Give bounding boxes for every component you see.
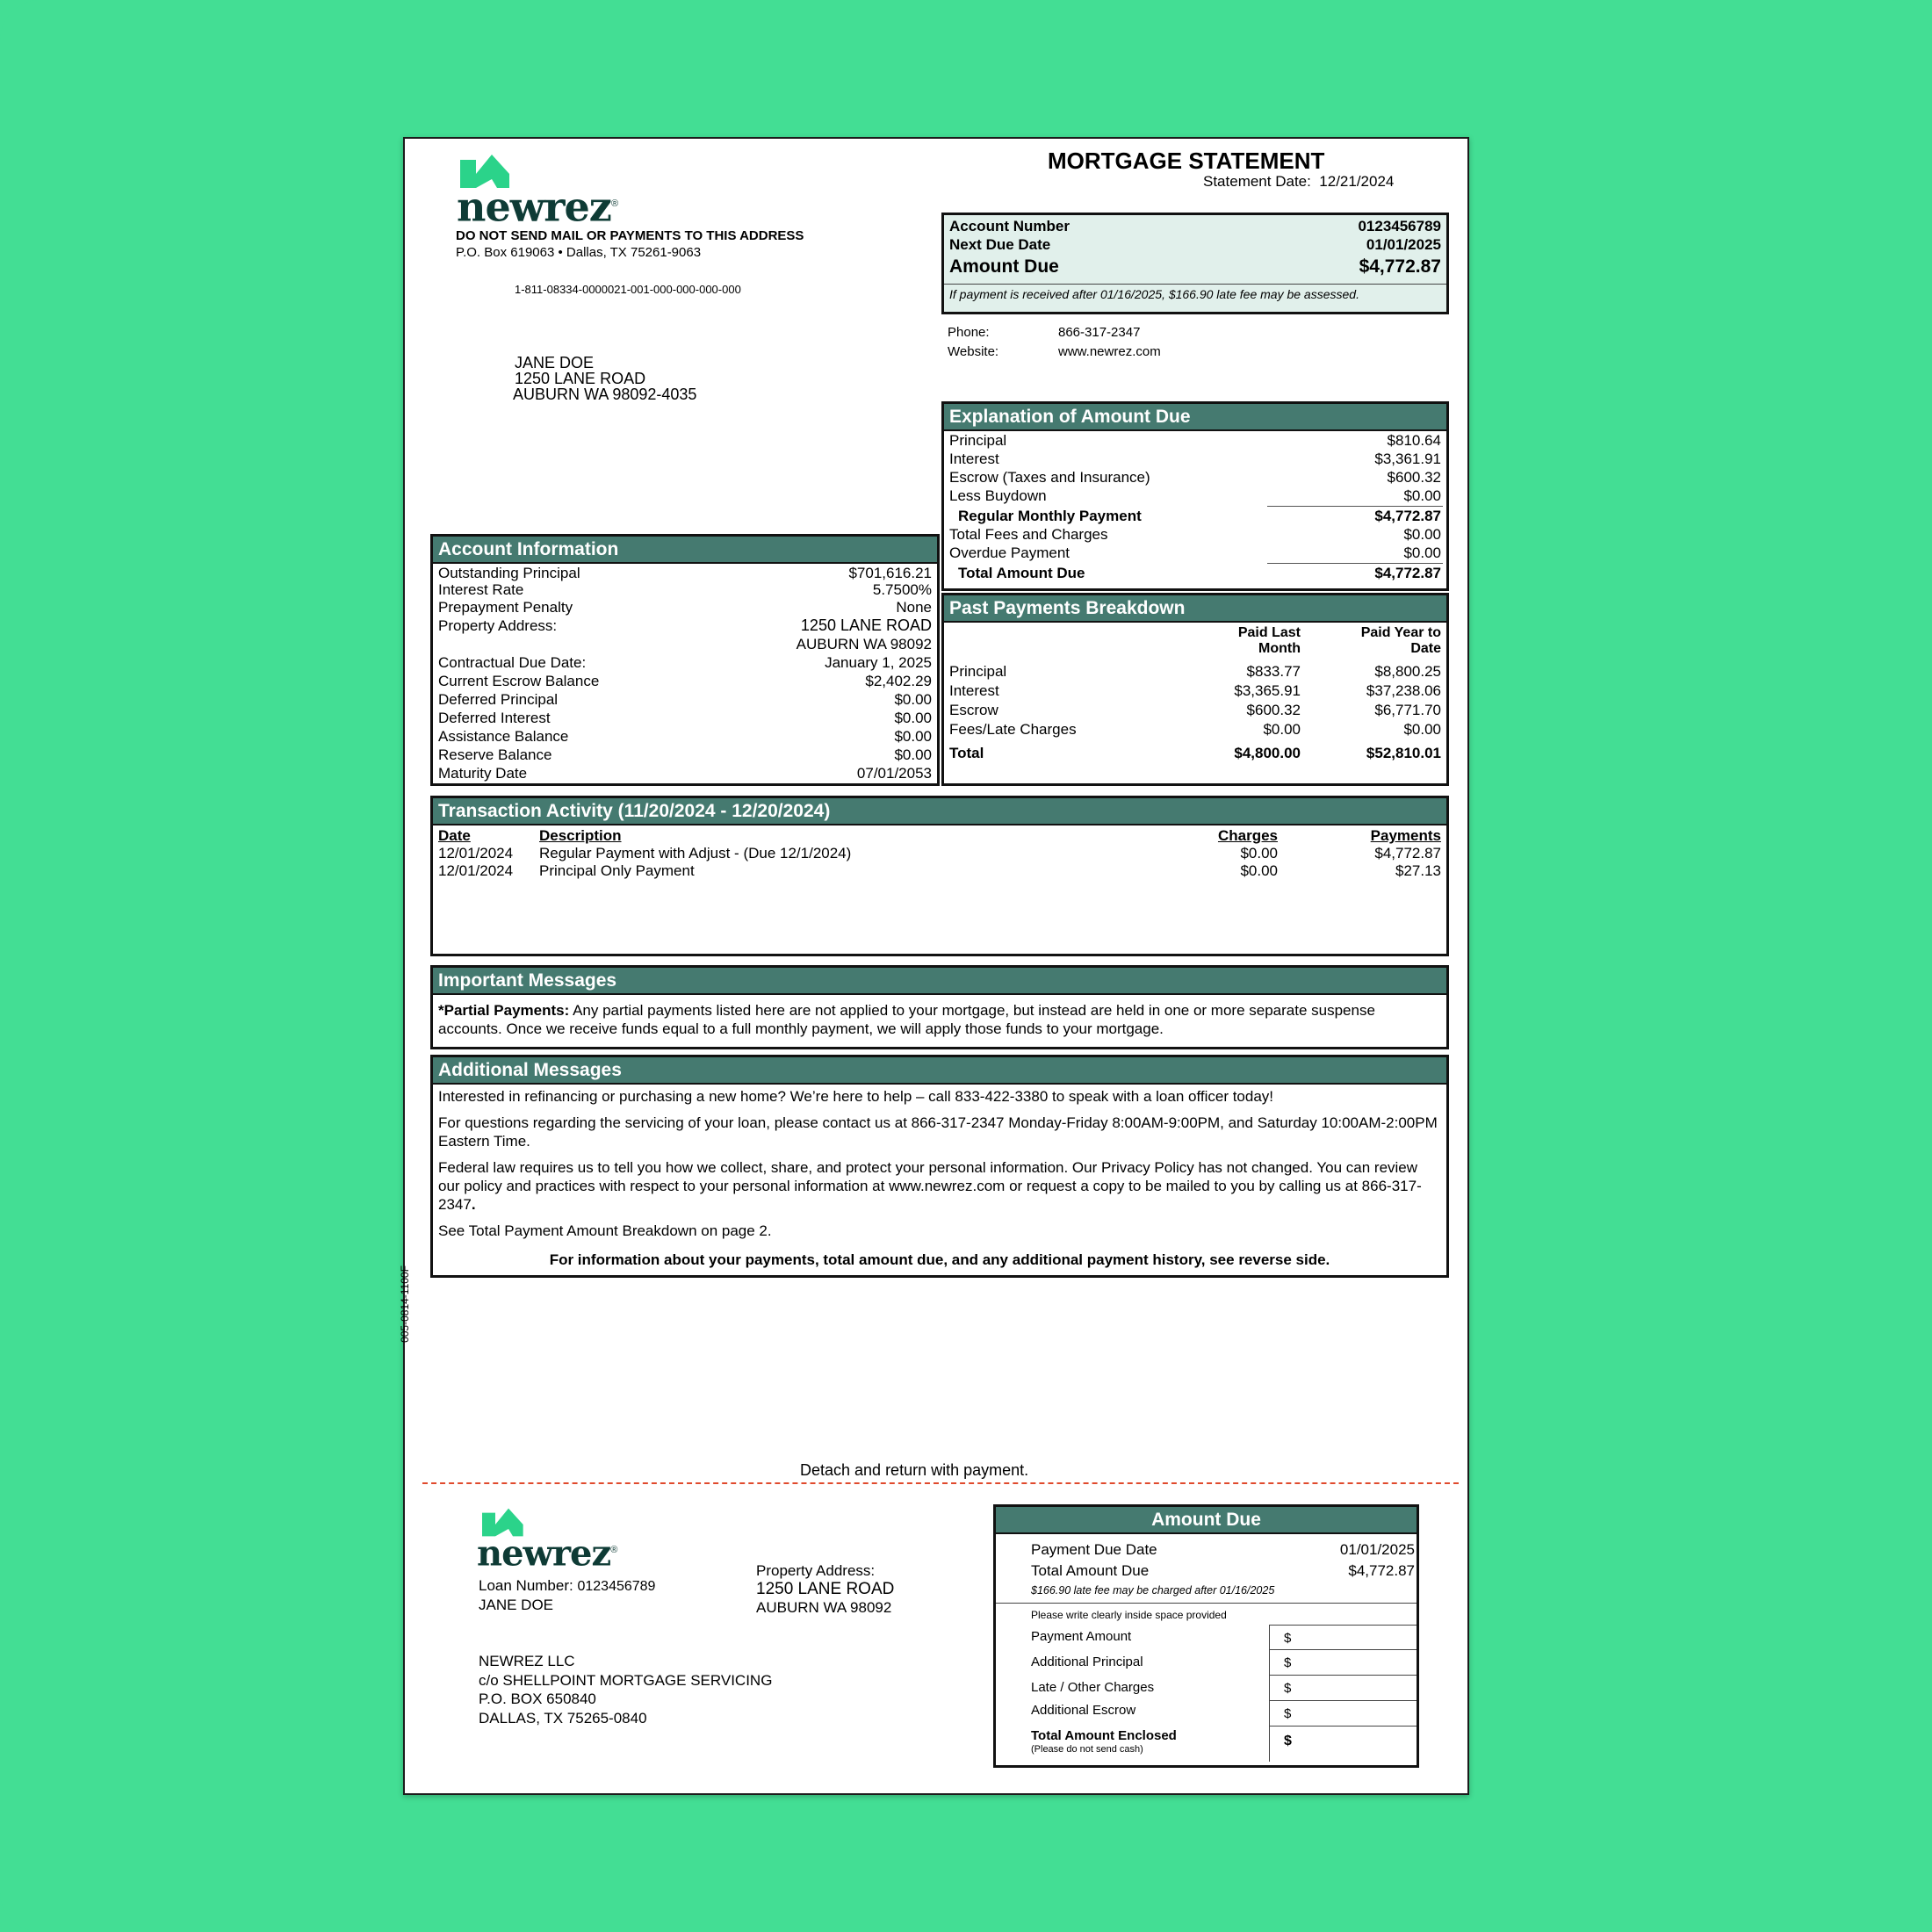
- recipient-street: 1250 LANE ROAD: [515, 370, 646, 387]
- list-item: Contractual Due Date: January 1, 2025: [438, 654, 932, 671]
- coupon-amount-due-box: [993, 1504, 1419, 1768]
- list-item: Principal $810.64: [949, 432, 1441, 449]
- important-messages-section: [430, 965, 1449, 1049]
- total-enclosed-input[interactable]: $: [1269, 1727, 1417, 1762]
- recipient-city: AUBURN WA 98092-4035: [513, 386, 697, 403]
- table-row: Interest $3,365.91 $37,238.06: [949, 682, 1441, 699]
- statement-date-value: 12/21/2024: [1319, 173, 1395, 190]
- reverse-side-notice: For information about your payments, total amount due, and any additional payment history, see reverse side.: [549, 1251, 1330, 1268]
- coupon-property-address: [756, 1561, 894, 1617]
- list-item: Total Fees and Charges $0.00: [949, 526, 1441, 543]
- table-row: Total $4,800.00 $52,810.01: [949, 745, 1441, 761]
- total-amount-due-row: Total Amount Due $4,772.87: [958, 565, 1441, 581]
- coupon-property-street: 1250 LANE ROAD: [756, 1580, 895, 1598]
- table-row: Principal $833.77 $8,800.25: [949, 663, 1441, 680]
- logo-text: newrez: [457, 183, 611, 231]
- detach-line: [422, 1482, 1459, 1484]
- past-payments-title: Past Payments Breakdown: [944, 595, 1446, 623]
- list-item: Outstanding Principal $701,616.21: [438, 565, 932, 581]
- amount-due-label: Amount Due: [949, 256, 1059, 277]
- additional-principal-input[interactable]: $: [1269, 1650, 1417, 1676]
- property-city-row: AUBURN WA 98092: [796, 636, 932, 652]
- additional-escrow-field: Additional Escrow $: [996, 1701, 1417, 1727]
- list-item: Deferred Principal $0.00: [438, 691, 932, 708]
- statement-title: MORTGAGE STATEMENT: [1048, 148, 1325, 174]
- remittance-address: NEWREZ LLC c/o SHELLPOINT MORTGAGE SERVICING P.O. BOX 650840 DALLAS, TX 75265-0840: [479, 1653, 773, 1727]
- table-row: 12/01/2024 Regular Payment with Adjust - (Due 12/1/2024) $0.00 $4,772.87: [438, 845, 1441, 861]
- list-item: Interest Rate 5.7500%: [438, 581, 932, 598]
- contact-info: [948, 323, 1161, 362]
- website-label: Website:: [948, 344, 999, 359]
- no-mail-notice: DO NOT SEND MAIL OR PAYMENTS TO THIS ADDRESS: [456, 228, 804, 243]
- next-due-label: Next Due Date: [949, 236, 1051, 253]
- past-payments-section: [941, 593, 1449, 786]
- coupon-loan-info: [479, 1576, 655, 1614]
- additional-principal-field: Additional Principal $: [996, 1650, 1417, 1676]
- po-box-address: P.O. Box 619063 • Dallas, TX 75261-9063: [456, 245, 702, 260]
- next-due-date: 01/01/2025: [1366, 236, 1441, 253]
- property-address-row: Property Address: 1250 LANE ROAD: [438, 616, 932, 634]
- important-messages-title: Important Messages: [433, 968, 1446, 995]
- statement-page: [398, 137, 1469, 1795]
- account-summary-box: [941, 213, 1449, 314]
- coupon-property-label: Property Address:: [756, 1562, 876, 1579]
- breakdown-message: See Total Payment Amount Breakdown on page 2.: [438, 1222, 772, 1239]
- coupon-logo-text: newrez: [477, 1532, 611, 1575]
- form-code: 005-0814-1100F: [398, 1265, 411, 1343]
- additional-messages-section: [430, 1055, 1449, 1278]
- amount-due-value: $4,772.87: [1359, 256, 1441, 277]
- account-information-section: [430, 534, 940, 786]
- late-charges-field: Late / Other Charges $: [996, 1676, 1417, 1701]
- account-number: 0123456789: [1358, 218, 1441, 234]
- coupon-property-city: AUBURN WA 98092: [756, 1599, 892, 1616]
- account-information-title: Account Information: [433, 537, 937, 564]
- regular-payment-row: Regular Monthly Payment $4,772.87: [958, 508, 1441, 524]
- transaction-activity-title: Transaction Activity (11/20/2024 - 12/20/2024): [433, 798, 1446, 825]
- list-item: Current Escrow Balance $2,402.29: [438, 673, 932, 689]
- write-clearly-note: Please write clearly inside space provided: [996, 1603, 1417, 1621]
- table-row: 12/01/2024 Principal Only Payment $0.00 $27.13: [438, 862, 1441, 879]
- total-enclosed-field: Total Amount Enclosed (Please do not send cash) $: [996, 1727, 1417, 1762]
- coupon-newrez-logo: [477, 1503, 617, 1575]
- coupon-due-date-row: Payment Due Date 01/01/2025: [1031, 1541, 1415, 1558]
- account-number-label: Account Number: [949, 218, 1070, 234]
- list-item: Interest $3,361.91: [949, 451, 1441, 467]
- list-item: Overdue Payment $0.00: [949, 544, 1441, 561]
- list-item: Prepayment Penalty None: [438, 599, 932, 616]
- explanation-rows: [949, 431, 1441, 505]
- list-item: Assistance Balance $0.00: [438, 728, 932, 745]
- additional-messages-title: Additional Messages: [433, 1057, 1446, 1085]
- explanation-title: Explanation of Amount Due: [944, 404, 1446, 431]
- late-charges-input[interactable]: $: [1269, 1676, 1417, 1701]
- payment-amount-input[interactable]: $: [1269, 1625, 1417, 1650]
- coupon-late-note: $166.90 late fee may be charged after 01/16/2025: [1031, 1584, 1275, 1597]
- past-payments-header: Paid Last Month Paid Year to Date: [1237, 625, 1441, 656]
- partial-payments-message: *Partial Payments: Any partial payments listed here are not applied to your mortgage, but instead are held in one or more separate suspense accounts. Once we receive funds equal to a full monthly payment, we will apply those funds to your mortgage.: [438, 1002, 1375, 1037]
- list-item: Deferred Interest $0.00: [438, 710, 932, 726]
- payment-amount-field: Payment Amount $: [996, 1625, 1417, 1650]
- late-fee-note: If payment is received after 01/16/2025, $166.90 late fee may be assessed.: [944, 284, 1446, 304]
- coupon-total-row: Total Amount Due $4,772.87: [1031, 1562, 1415, 1579]
- recipient-address: [515, 355, 696, 402]
- privacy-message: Federal law requires us to tell you how we collect, share, and protect your personal information. Our Privacy Policy has not changed. You can review our policy and practices with respect to your personal information at www.newrez.com or request a copy to be mailed to you by calling us at 866-317-2347.: [438, 1159, 1422, 1213]
- table-row: Fees/Late Charges $0.00 $0.00: [949, 721, 1441, 738]
- loan-number: 0123456789: [577, 1579, 656, 1594]
- phone-number: 866-317-2347: [1058, 325, 1141, 340]
- newrez-logo: [457, 148, 618, 231]
- website-link[interactable]: www.newrez.com: [1058, 344, 1161, 359]
- statement-date-label: Statement Date:: [1203, 173, 1311, 190]
- list-item: Maturity Date 07/01/2053: [438, 765, 932, 782]
- coupon-amount-due-title: Amount Due: [996, 1507, 1417, 1534]
- refinance-message: Interested in refinancing or purchasing a new home? We’re here to help – call 833-422-3380 to speak with a loan officer today!: [438, 1088, 1274, 1105]
- coupon-registered-mark: ®: [610, 1545, 617, 1555]
- additional-escrow-input[interactable]: $: [1269, 1701, 1417, 1727]
- transaction-activity-section: [430, 796, 1449, 956]
- explanation-section: [941, 401, 1449, 591]
- servicing-message: For questions regarding the servicing of your loan, please contact us at 866-317-2347 Monday-Friday 8:00AM-9:00PM, and Saturday 10:00AM-2:00PM Eastern Time.: [438, 1114, 1438, 1150]
- transaction-header: Date Description Charges Payments: [438, 827, 1441, 844]
- registered-mark: ®: [610, 198, 618, 209]
- list-item: Reserve Balance $0.00: [438, 746, 932, 763]
- coupon-name: JANE DOE: [479, 1597, 554, 1613]
- phone-label: Phone:: [948, 325, 990, 340]
- detach-instruction: Detach and return with payment.: [800, 1461, 1029, 1479]
- recipient-name: JANE DOE: [515, 354, 595, 371]
- list-item: Less Buydown $0.00: [949, 487, 1441, 504]
- barcode-number: 1-811-08334-0000021-001-000-000-000-000: [515, 283, 741, 296]
- table-row: Escrow $600.32 $6,771.70: [949, 702, 1441, 718]
- list-item: Escrow (Taxes and Insurance) $600.32: [949, 469, 1441, 486]
- statement-date: [1203, 172, 1394, 191]
- loan-number-label: Loan Number:: [479, 1577, 573, 1594]
